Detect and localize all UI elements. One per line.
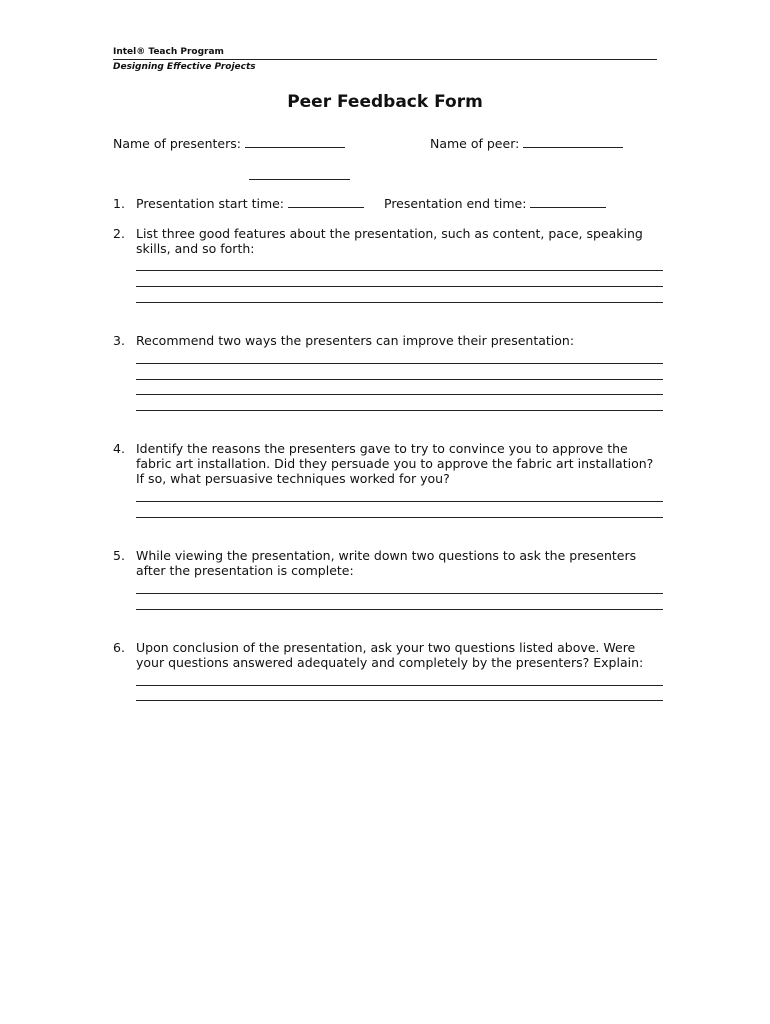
answer-line[interactable] bbox=[136, 501, 663, 502]
question-line: Identify the reasons the presenters gave to try to convince you to approve the bbox=[136, 441, 628, 456]
start-time-field[interactable] bbox=[288, 196, 364, 208]
answer-line[interactable] bbox=[136, 410, 663, 411]
item-number: 3. bbox=[113, 333, 125, 348]
answer-line[interactable] bbox=[136, 286, 663, 287]
answer-line[interactable] bbox=[136, 379, 663, 380]
end-time-field[interactable] bbox=[530, 196, 606, 208]
presenters-name-label: Name of presenters: bbox=[113, 136, 241, 151]
document-header bbox=[113, 46, 657, 73]
answer-line[interactable] bbox=[136, 302, 663, 303]
peer-name-field[interactable] bbox=[523, 136, 623, 148]
item-number: 2. bbox=[113, 226, 125, 241]
answer-line[interactable] bbox=[136, 363, 663, 364]
answer-line[interactable] bbox=[136, 593, 663, 594]
item-number: 5. bbox=[113, 548, 125, 563]
answer-line[interactable] bbox=[136, 609, 663, 610]
item-number: 4. bbox=[113, 441, 125, 456]
peer-name-row bbox=[430, 136, 623, 151]
item-2 bbox=[113, 226, 673, 258]
question-line: your questions answered adequately and completely by the presenters? Explain: bbox=[136, 655, 644, 670]
question-line: fabric art installation. Did they persuade you to approve the fabric art installation? bbox=[136, 456, 654, 471]
peer-name-label: Name of peer: bbox=[430, 136, 520, 151]
project-name: Designing Effective Projects bbox=[113, 62, 256, 72]
answer-line[interactable] bbox=[136, 685, 663, 686]
answer-line[interactable] bbox=[136, 394, 663, 395]
item-6 bbox=[113, 640, 673, 672]
question-line: Upon conclusion of the presentation, ask your two questions listed above. Were bbox=[136, 640, 636, 655]
question-line: skills, and so forth: bbox=[136, 241, 255, 256]
item-5-question bbox=[136, 548, 666, 578]
item-number: 1. bbox=[113, 196, 125, 211]
presenters-name-field[interactable] bbox=[245, 136, 345, 148]
item-number: 6. bbox=[113, 640, 125, 655]
form-title: Peer Feedback Form bbox=[287, 92, 483, 112]
presenters-name-field-extra[interactable] bbox=[249, 179, 350, 180]
question-line: after the presentation is complete: bbox=[136, 563, 354, 578]
question-line: Recommend two ways the presenters can improve their presentation: bbox=[136, 333, 575, 348]
start-time-label: Presentation start time: bbox=[136, 196, 285, 211]
item-4-question bbox=[136, 441, 666, 486]
end-time-row bbox=[384, 196, 606, 211]
item-3 bbox=[113, 333, 673, 349]
item-5 bbox=[113, 548, 673, 580]
question-line: If so, what persuasive techniques worked for you? bbox=[136, 471, 450, 486]
question-line: While viewing the presentation, write down two questions to ask the presenters bbox=[136, 548, 637, 563]
question-line: List three good features about the presentation, such as content, pace, speaking bbox=[136, 226, 643, 241]
item-3-question bbox=[136, 333, 666, 348]
item-2-question bbox=[136, 226, 666, 256]
program-name: Intel® Teach Program bbox=[113, 46, 657, 60]
answer-line[interactable] bbox=[136, 270, 663, 271]
answer-line[interactable] bbox=[136, 517, 663, 518]
end-time-label: Presentation end time: bbox=[384, 196, 527, 211]
answer-line[interactable] bbox=[136, 700, 663, 701]
presenters-name-row bbox=[113, 136, 345, 151]
item-6-question bbox=[136, 640, 666, 670]
item-4 bbox=[113, 441, 673, 487]
